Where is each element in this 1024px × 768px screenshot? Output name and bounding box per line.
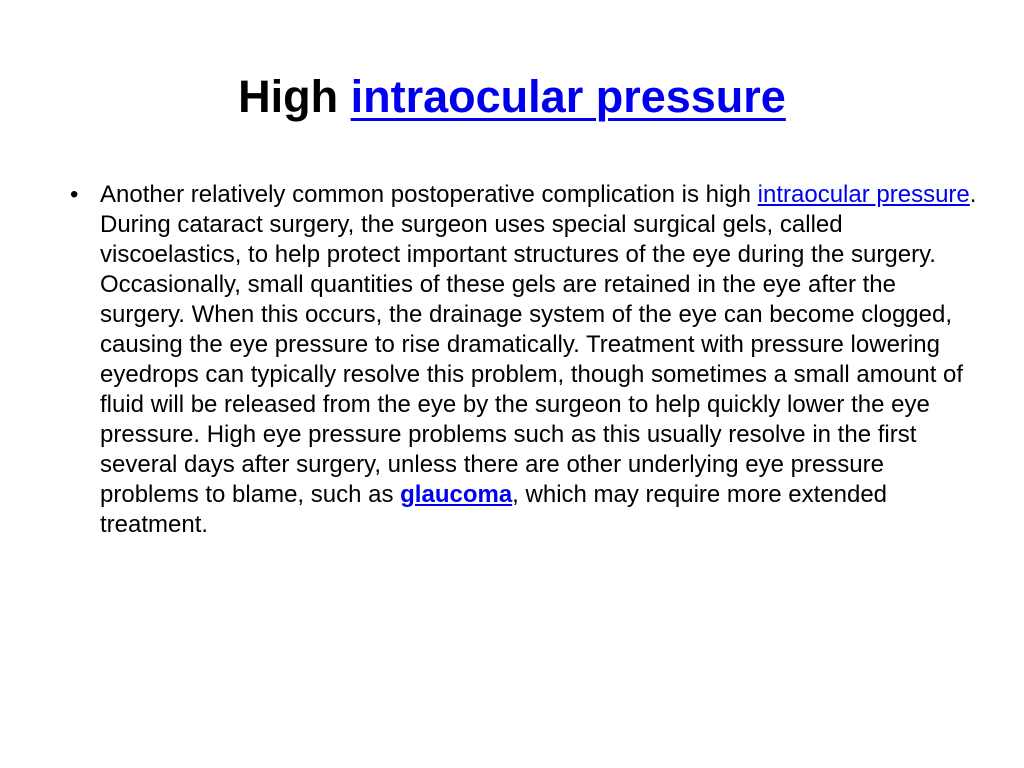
title-text: High bbox=[238, 71, 339, 122]
bullet-text-part-2: . During cataract surgery, the surgeon uses special surgical gels, called viscoelastics, to help protect important structures of the eye during the surgery. Occasionally, small quantities of these gels are retained in the eye after the surgery. When this occurs, the drainage system of the eye can become clogged, causing the eye pressure to rise dramatically. Treatment with pressure lowering eyedrops can typically resolve this problem, though sometimes a small amount of fluid will be released from the eye by the surgeon to help quickly lower the eye pressure. High eye pressure problems such as this usually resolve in the first several days after surgery, unless there are other underlying eye pressure problems to blame, such as bbox=[100, 181, 977, 508]
slide-title bbox=[0, 66, 1024, 128]
link-glaucoma[interactable]: glaucoma bbox=[400, 481, 513, 508]
link-intraocular-pressure[interactable]: intraocular pressure bbox=[757, 181, 970, 208]
bullet-text-part-3: , which may require more extended treatment. bbox=[100, 481, 888, 538]
bullet-marker: • bbox=[70, 181, 79, 208]
bullet-text-part-1: Another relatively common postoperative complication is high bbox=[100, 181, 758, 208]
bullet-item bbox=[70, 180, 980, 540]
title-link-intraocular-pressure[interactable]: intraocular pressure bbox=[350, 71, 786, 122]
bullet-list bbox=[70, 180, 980, 540]
